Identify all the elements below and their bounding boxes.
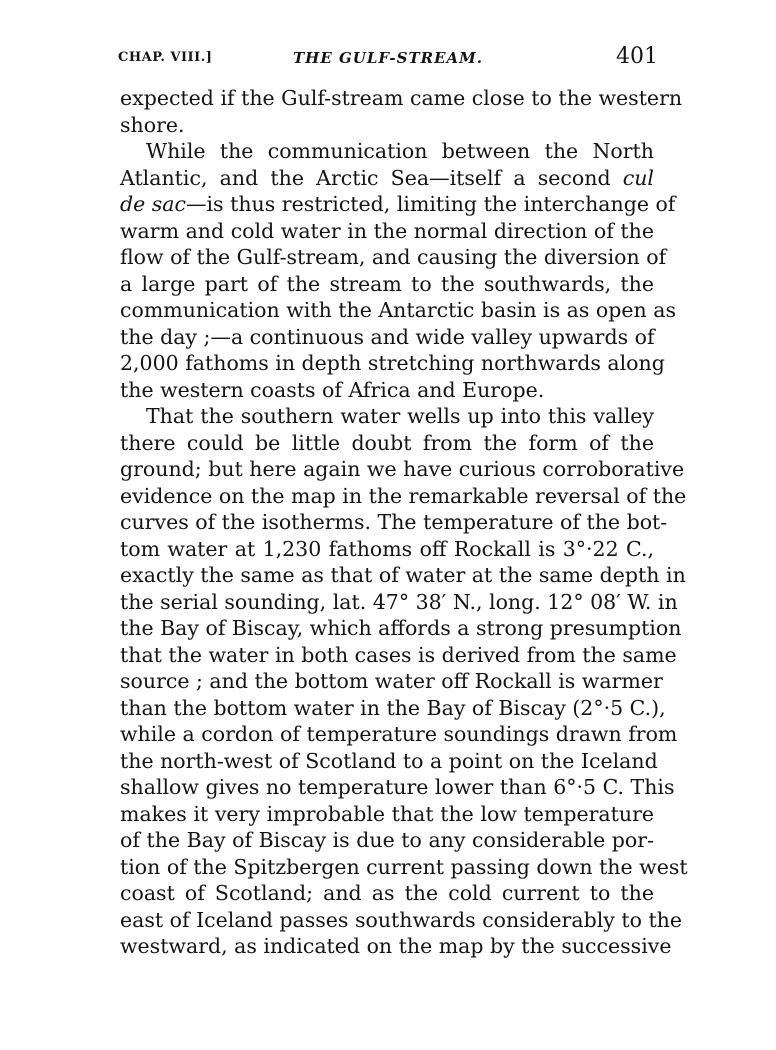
text-line: 2,000 fathoms in depth stretching northwards along xyxy=(120,351,665,375)
text-line xyxy=(120,165,654,192)
italic-text: cul xyxy=(622,165,654,190)
text-line: shore. xyxy=(120,112,185,137)
text-line: coast of Scotland; and as the cold current to the xyxy=(120,881,654,905)
text-line: tion of the Spitzbergen current passing down the west xyxy=(120,854,688,879)
running-title: THE GULF-STREAM. xyxy=(293,49,483,67)
chapter-label: CHAP. VIII.] xyxy=(118,50,213,65)
text-line: the serial sounding, lat. 47° 38′ N., long. 12° 08′ W. in xyxy=(120,589,678,614)
text-line: the day ;—a continuous and wide valley upwards of xyxy=(120,324,655,349)
text-line: while a cordon of temperature soundings drawn from xyxy=(120,722,678,746)
text-line: expected if the Gulf-stream came close to the western xyxy=(120,86,683,110)
text-line: there could be little doubt from the form of the xyxy=(120,430,654,455)
text-line: curves of the isotherms. The temperature of the bot- xyxy=(120,510,668,534)
text-line: a large part of the stream to the southwards, the xyxy=(120,271,654,296)
text-line: the western coasts of Africa and Europe. xyxy=(120,377,545,402)
text-line: communication with the Antarctic basin is as open as xyxy=(120,298,676,322)
text-line: flow of the Gulf-stream, and causing the diversion of xyxy=(120,245,667,269)
text-line: tom water at 1,230 fathoms off Rockall is 3°·22 C., xyxy=(120,536,654,561)
text-line: source ; and the bottom water off Rockall is warmer xyxy=(120,669,663,693)
text-line: That the southern water wells up into this valley xyxy=(146,404,654,428)
text-fragment: Atlantic, and the Arctic Sea—itself a second xyxy=(120,165,623,190)
page-number: 401 xyxy=(616,44,658,69)
italic-text: de sac xyxy=(120,192,186,216)
text-line: than the bottom water in the Bay of Biscay (2°·5 C.), xyxy=(120,695,666,720)
text-line: evidence on the map in the remarkable reversal of the xyxy=(120,483,687,508)
text-line: warm and cold water in the normal direction of the xyxy=(120,218,654,243)
running-head xyxy=(118,40,658,80)
text-line: exactly the same as that of water at the same depth in xyxy=(120,563,686,587)
text-line: east of Iceland passes southwards considerably to the xyxy=(120,907,683,932)
text-line: of the Bay of Biscay is due to any considerable por- xyxy=(120,828,654,852)
text-line xyxy=(120,191,676,218)
text-line: While the communication between the North xyxy=(146,139,654,163)
text-line: the Bay of Biscay, which affords a strong presumption xyxy=(120,616,682,640)
text-line: shallow gives no temperature lower than 6°·5 C. This xyxy=(120,775,675,799)
text-line: westward, as indicated on the map by the successive xyxy=(120,934,672,958)
body-text xyxy=(120,85,688,960)
text-line: ground; but here again we have curious corroborative xyxy=(120,457,685,481)
text-fragment: —is thus restricted, limiting the interchange of xyxy=(186,192,676,216)
text-line: that the water in both cases is derived from the same xyxy=(120,642,677,667)
text-line: makes it very improbable that the low temperature xyxy=(120,801,654,826)
text-line: the north-west of Scotland to a point on the Iceland xyxy=(120,748,658,773)
